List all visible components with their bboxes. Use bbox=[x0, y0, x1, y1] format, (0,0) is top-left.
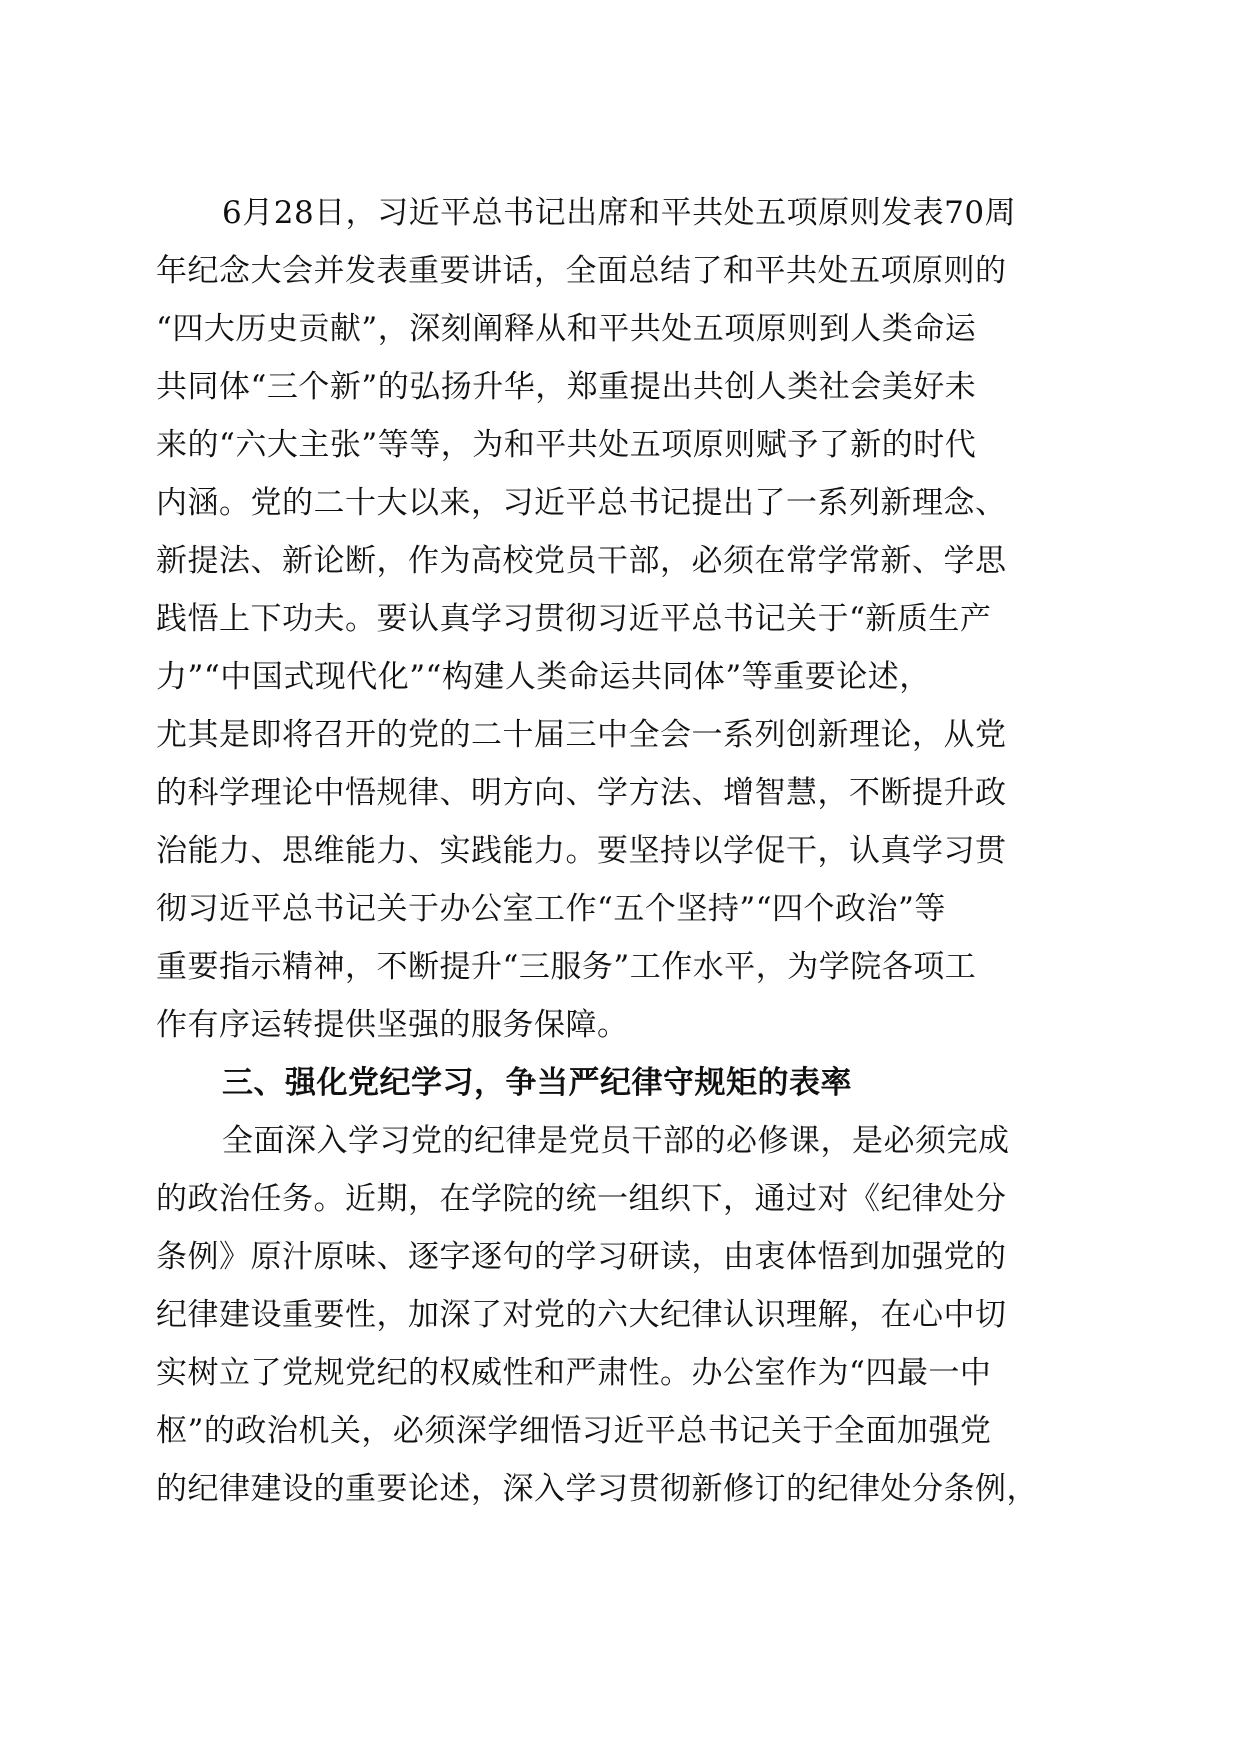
paragraph-line: 的政治任务。近期，在学院的统一组织下，通过对《纪律处分 bbox=[156, 1181, 1007, 1217]
paragraph-line: 实树立了党规党纪的权威性和严肃性。办公室作为“四最一中 bbox=[156, 1355, 992, 1391]
paragraph-line: 纪律建设重要性，加深了对党的六大纪律认识理解，在心中切 bbox=[156, 1297, 1007, 1333]
paragraph-line: 力”“中国式现代化”“构建人类命运共同体”等重要论述， bbox=[156, 659, 931, 695]
paragraph-line: “四大历史贡献”，深刻阐释从和平共处五项原则到人类命运 bbox=[156, 311, 977, 347]
paragraph-line: 枢”的政治机关，必须深学细悟习近平总书记关于全面加强党 bbox=[156, 1413, 992, 1449]
paragraph-line: 全面深入学习党的纪律是党员干部的必修课，是必须完成 bbox=[222, 1123, 1010, 1159]
paragraph-line: 年纪念大会并发表重要讲话，全面总结了和平共处五项原则的 bbox=[156, 253, 1007, 289]
paragraph-line: 治能力、思维能力、实践能力。要坚持以学促干，认真学习贯 bbox=[156, 833, 1007, 869]
section-heading: 三、强化党纪学习，争当严纪律守规矩的表率 bbox=[222, 1065, 852, 1101]
paragraph-line: 条例》原汁原味、逐字逐句的学习研读，由衷体悟到加强党的 bbox=[156, 1239, 1007, 1275]
paragraph-line: 的纪律建设的重要论述，深入学习贯彻新修订的纪律处分条例， bbox=[156, 1471, 1038, 1507]
paragraph-line: 共同体“三个新”的弘扬升华，郑重提出共创人类社会美好未 bbox=[156, 369, 977, 405]
paragraph-line: 作有序运转提供坚强的服务保障。 bbox=[156, 1007, 629, 1043]
paragraph-line: 来的“六大主张”等等，为和平共处五项原则赋予了新的时代 bbox=[156, 427, 977, 463]
paragraph-line: 内涵。党的二十大以来，习近平总书记提出了一系列新理念、 bbox=[156, 485, 1007, 521]
paragraph-line: 彻习近平总书记关于办公室工作“五个坚持”“四个政治”等 bbox=[156, 891, 946, 927]
paragraph-line: 6月28日，习近平总书记出席和平共处五项原则发表70周 bbox=[222, 195, 1017, 231]
paragraph-line: 的科学理论中悟规律、明方向、学方法、增智慧，不断提升政 bbox=[156, 775, 1007, 811]
paragraph-line: 重要指示精神，不断提升“三服务”工作水平，为学院各项工 bbox=[156, 949, 977, 985]
paragraph-line: 尤其是即将召开的党的二十届三中全会一系列创新理论，从党 bbox=[156, 717, 1007, 753]
paragraph-line: 践悟上下功夫。要认真学习贯彻习近平总书记关于“新质生产 bbox=[156, 601, 992, 637]
document-body bbox=[156, 184, 1096, 1518]
paragraph-line: 新提法、新论断，作为高校党员干部，必须在常学常新、学思 bbox=[156, 543, 1007, 579]
